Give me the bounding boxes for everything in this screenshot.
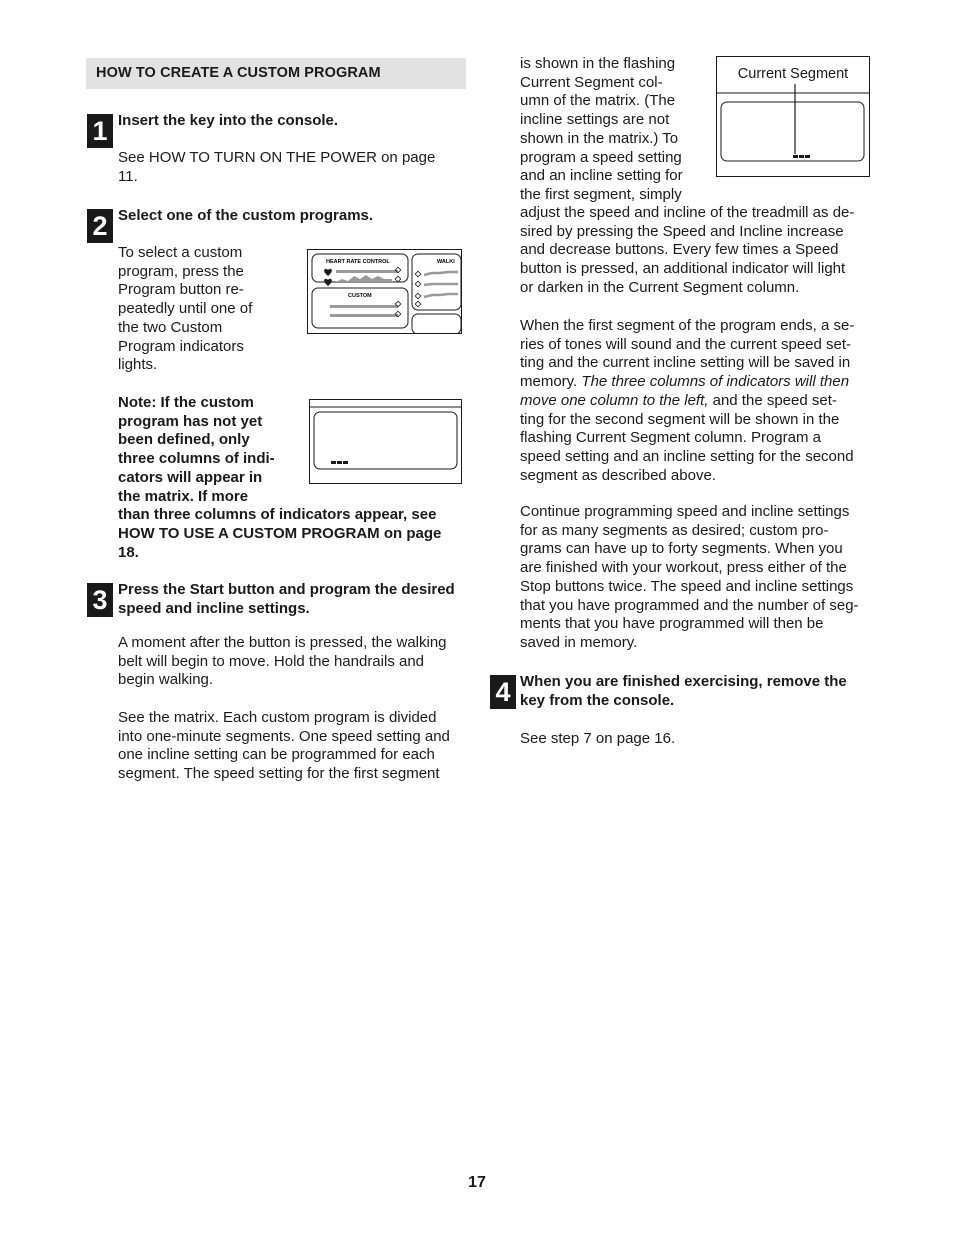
step-3-heading: Press the Start button and program the desired speed and incline settings.	[118, 581, 455, 617]
heart-icon	[324, 279, 332, 286]
current-segment-diagram	[716, 56, 870, 177]
current-segment-label: Current Segment	[737, 66, 849, 82]
step-2-note: Note: If the custom program has not yet been defined, only three columns of indi- cators will appear in the matrix. If more than three columns of indicators appear, see HOW TO USE A CUSTOM PROGRAM on page 18.	[118, 394, 442, 561]
custom-label: CUSTOM	[348, 293, 372, 299]
italic-phrase: The three columns of indicators will then	[581, 373, 850, 391]
step-2-heading: Select one of the custom programs.	[118, 207, 374, 224]
step-2-number: 2	[87, 209, 113, 243]
step-1-number: 1	[87, 114, 113, 148]
step-4-number: 4	[490, 675, 516, 709]
console-program-diagram	[307, 249, 462, 334]
matrix-three-columns-diagram	[309, 399, 462, 484]
step-4-body: See step 7 on page 16.	[520, 730, 676, 747]
section-title: HOW TO CREATE A CUSTOM PROGRAM	[96, 65, 381, 81]
step-3-para-1: A moment after the button is pressed, the walking belt will begin to move. Hold the handrails and begin walking.	[118, 634, 447, 689]
heart-icon	[324, 269, 332, 276]
right-para-2: When the first segment of the program ends, a se- ries of tones will sound and the current speed set- ting and the current incline setting will be saved in memory. The three columns of indicators will then move one column to the left, and the speed set- ting for the second segment will be shown in the flashing Current Segment column. Program a speed setting and an incline setting for the second segment as described above.	[520, 317, 855, 484]
step-4-heading: When you are finished exercising, remove the key from the console.	[520, 673, 847, 709]
step-3-para-2: See the matrix. Each custom program is divided into one-minute segments. One speed setting and one incline setting can be programmed for each segment. The speed setting for the first segment	[118, 709, 450, 783]
walk-label: WALKI	[437, 259, 455, 265]
step-2-body: To select a custom program, press the Program button re- peatedly until one of the two Custom Program indicators lights.	[118, 244, 253, 374]
step-1-heading: Insert the key into the console.	[118, 112, 339, 129]
right-para-3: Continue programming speed and incline settings for as many segments as desired; custom pro- grams can have up to forty segments. When you are finished with your workout, press either of the Stop buttons twice. The speed and incline settings that you have programmed and the number of seg- ments that you have programmed will then be saved in memory.	[520, 503, 859, 651]
heart-rate-control-label: HEART RATE CONTROL	[326, 259, 390, 265]
page-number: 17	[468, 1174, 486, 1191]
italic-phrase: move one column to the left,	[520, 391, 709, 409]
right-para-1-wrap: is shown in the flashing Current Segment col- umn of the matrix. (The incline settings are not shown in the matrix.) To program a speed setting and an incline setting for the first segment, simply	[520, 55, 683, 203]
right-para-1-full: adjust the speed and incline of the treadmill as de- sired by pressing the Speed and Incline increase and decrease buttons. Every few times a Speed button is pressed, an additional indicator will light or darken in the Current Segment column.	[520, 204, 855, 296]
step-3-number: 3	[87, 583, 113, 617]
step-1-body: See HOW TO TURN ON THE POWER on page 11.	[118, 149, 436, 185]
